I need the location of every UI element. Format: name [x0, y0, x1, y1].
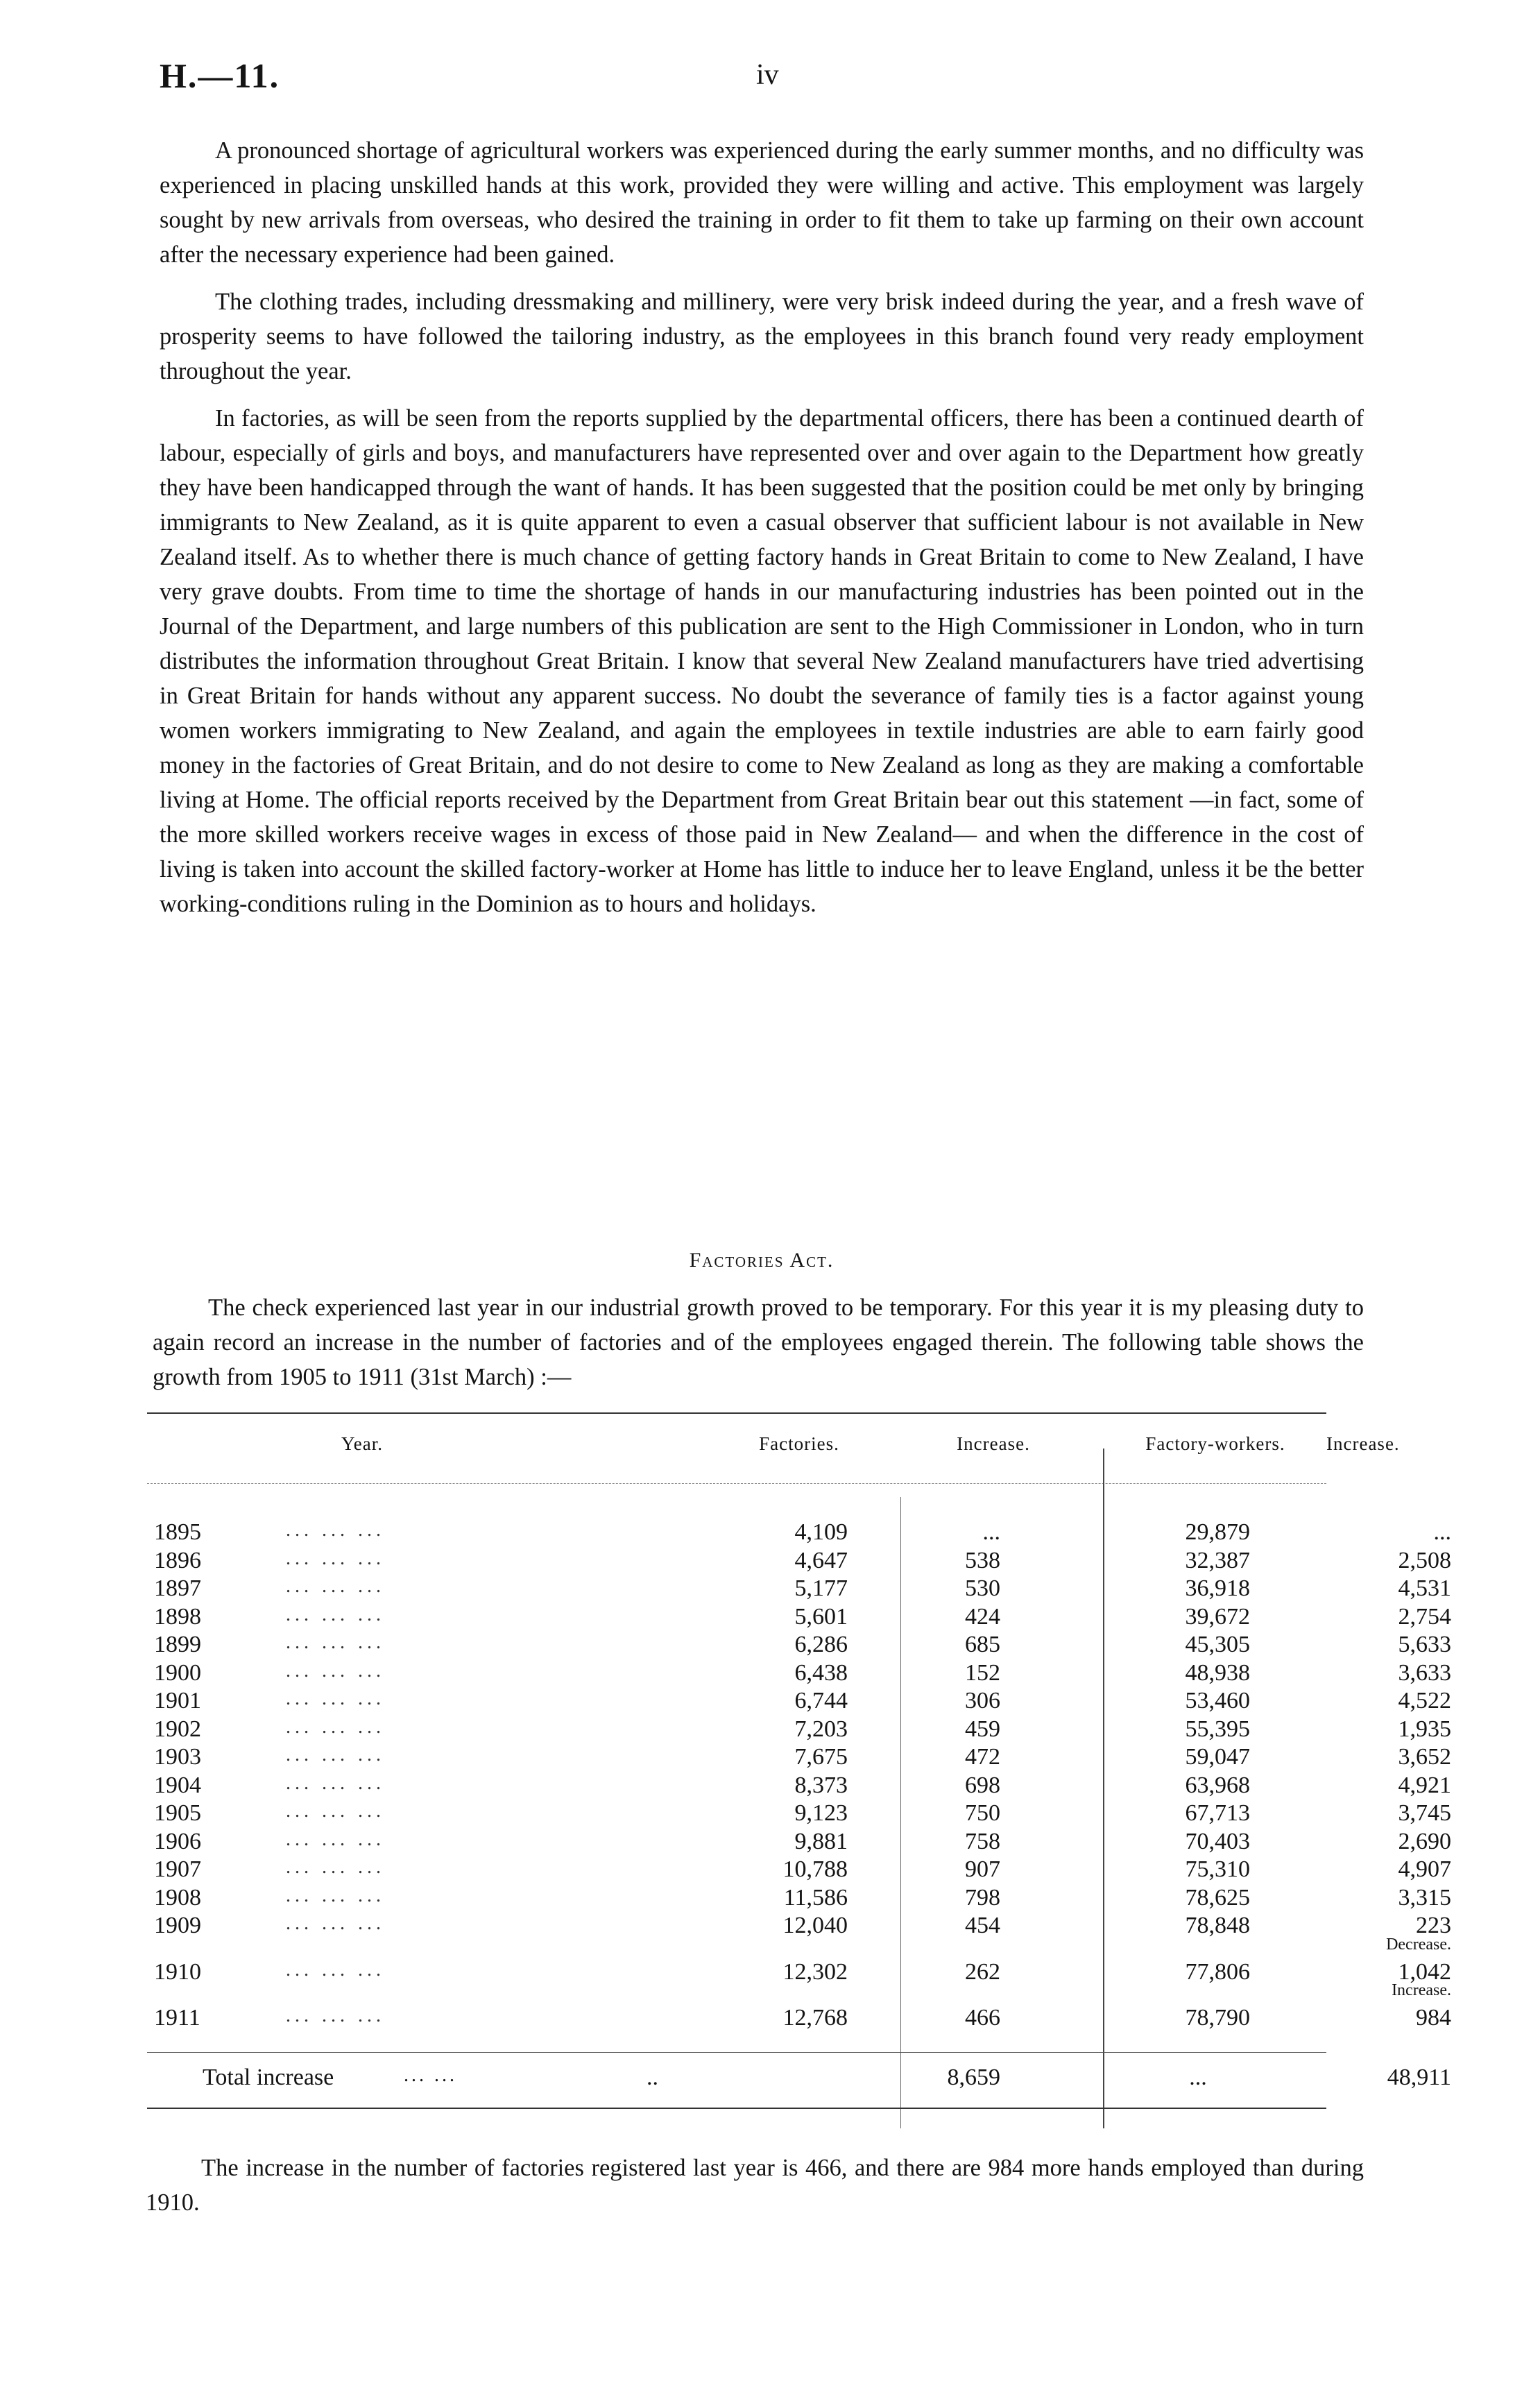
table-row	[147, 1547, 1451, 1575]
row-year: 1903	[154, 1744, 201, 1770]
paragraph-factories: In factories, as will be seen from the reports supplied by the departmental officers, there has been a continued dearth of labour, especially of girls and boys, and manufacturers have represented over and over again to the Department how greatly they have been handicapped through the want of hands. It has been suggested that the position could be met only by bringing immigrants to New Zealand, as it is quite apparent to even a casual observer that sufficient labour is not available in New Zealand itself. As to whether there is much chance of getting factory hands in Great Britain to come to New Zealand, I have very grave doubts. From time to time the shortage of hands in our manufacturing industries has been pointed out in the Journal of the Department, and large numbers of this publication are sent to the High Commissioner in London, who in turn distributes the information throughout Great Britain. I know that several New Zealand manufacturers have tried advertising in Great Britain for hands without any apparent success. No doubt the severance of family ties is a factor against young women workers immigrating to New Zealand, and again the employees in textile industries are able to earn fairly good money in the factories of Great Britain, and do not desire to come to New Zealand as long as they are making a comfortable living at Home. The official reports received by the Department from Great Britain bear out this statement —in fact, some of the more skilled workers receive wages in excess of those paid in New Zealand— and when the difference in the cost of living is taken into account the skilled factory-worker at Home has little to induce her to leave England, unless it be the better working-conditions ruling in the Dominion as to hours and holidays.	[160, 405, 1364, 917]
row-dots: ... ... ...	[286, 1659, 385, 1682]
table-row	[147, 1603, 1451, 1632]
intro-paragraph: The check experienced last year in our industrial growth proved to be temporary. For this year it is my pleasing duty to again record an increase in the number of factories and of the employees engaged therein. The following table shows the growth from 1905 to 1911 (31st March) :—	[153, 1295, 1364, 1390]
row-dots: ... ... ...	[286, 1716, 385, 1738]
row-year: 1911	[154, 2005, 200, 2031]
closing-paragraph: The increase in the number of factories registered last year is 466, and there are 984 more hands employed than during 1910.	[146, 2155, 1364, 2216]
row-increase-factories: 454	[965, 1913, 1000, 1938]
row-increase-workers: 4,531	[1398, 1575, 1451, 1601]
row-increase-workers: 1,935	[1398, 1716, 1451, 1742]
row-factory-workers: 63,968	[1185, 1772, 1250, 1798]
row-year: 1901	[154, 1688, 201, 1714]
body-text	[160, 133, 1364, 934]
page-number: iv	[756, 59, 779, 91]
row-increase-workers: 5,633	[1398, 1632, 1451, 1657]
row-dots: ... ... ...	[286, 1688, 385, 1709]
row-increase-factories: ...	[982, 1519, 1000, 1545]
row-increase-workers: 2,508	[1398, 1547, 1451, 1573]
closing-text	[146, 2151, 1364, 2220]
row-increase-factories: 750	[965, 1800, 1000, 1826]
table-row	[147, 1575, 1451, 1603]
paragraph-agricultural: A pronounced shortage of agricultural workers was experienced during the early summer months, and no difficulty was experienced in placing unskilled hands at this work, provided they were willing and active. This employment was largely sought by new arrivals from overseas, who desired the training in order to fit them to take up farming on their own account after the necessary experience had been gained.	[160, 137, 1364, 268]
row-increase-factories: 685	[965, 1632, 1000, 1657]
total-dots: ... ...	[404, 2065, 457, 2086]
row-factory-workers: 45,305	[1185, 1632, 1250, 1657]
row-dots: ... ... ...	[286, 1603, 385, 1625]
row-increase-workers: 1,042	[1398, 1958, 1451, 1985]
row-factories: 6,286	[794, 1632, 848, 1657]
row-dots: ... ... ...	[286, 1519, 385, 1541]
row-year: 1910	[154, 1958, 201, 1985]
header-increase-factories: Increase.	[957, 1433, 1030, 1454]
row-dots: ... ... ...	[286, 1575, 385, 1597]
row-increase-factories: 152	[965, 1659, 1000, 1686]
row-increase-workers: 4,921	[1398, 1772, 1451, 1798]
total-row	[147, 2065, 1451, 2095]
row-year: 1895	[154, 1519, 201, 1545]
row-dots: ... ... ...	[286, 1632, 385, 1653]
row-increase-factories: 798	[965, 1884, 1000, 1911]
table-row	[147, 1632, 1451, 1659]
header-factories: Factories.	[759, 1433, 839, 1454]
row-dots: ... ... ...	[286, 1800, 385, 1822]
row-factories: 6,438	[794, 1659, 848, 1686]
total-increase-factories: 8,659	[947, 2065, 1000, 2090]
row-increase-factories: 907	[965, 1856, 1000, 1882]
row-factory-workers: 75,310	[1185, 1856, 1250, 1882]
row-increase-workers: 223	[1416, 1913, 1451, 1938]
table-row	[147, 2005, 1451, 2033]
row-increase-workers: 3,745	[1398, 1800, 1451, 1826]
table-top-rule	[147, 1412, 1326, 1414]
row-dots: ... ... ...	[286, 1744, 385, 1766]
row-factories: 12,302	[782, 1958, 848, 1985]
table-row	[147, 1744, 1451, 1772]
table-row	[147, 1856, 1451, 1884]
table-row	[147, 1828, 1451, 1856]
row-factories: 8,373	[794, 1772, 848, 1798]
row-increase-workers: 4,522	[1398, 1688, 1451, 1714]
table-row	[147, 1772, 1451, 1800]
row-dots: ... ... ...	[286, 2005, 385, 2026]
row-factory-workers: 70,403	[1185, 1828, 1250, 1854]
section-title: Factories Act.	[689, 1249, 835, 1272]
table-row	[147, 1884, 1451, 1913]
row-factories: 9,881	[794, 1828, 848, 1854]
row-dots: ... ... ...	[286, 1958, 385, 1981]
row-year: 1899	[154, 1632, 201, 1657]
row-year: 1909	[154, 1913, 201, 1938]
total-factories: ..	[647, 2065, 658, 2090]
row-year: 1907	[154, 1856, 201, 1882]
row-factory-workers: 78,790	[1185, 2005, 1250, 2031]
table-row	[147, 1688, 1451, 1716]
row-factories: 9,123	[794, 1800, 848, 1826]
row-year: 1897	[154, 1575, 201, 1601]
row-year: 1904	[154, 1772, 201, 1798]
page-header	[160, 55, 1478, 104]
header-year: Year.	[341, 1433, 383, 1454]
table-row	[147, 1659, 1451, 1688]
table-bottom-rule	[147, 2108, 1326, 2109]
row-increase-workers: 2,754	[1398, 1603, 1451, 1630]
row-factories: 4,109	[794, 1519, 848, 1545]
row-factory-workers: 55,395	[1185, 1716, 1250, 1742]
row-factory-workers: 48,938	[1185, 1659, 1250, 1686]
row-year: 1900	[154, 1659, 201, 1686]
row-factories: 7,203	[794, 1716, 848, 1742]
row-factory-workers: 32,387	[1185, 1547, 1250, 1573]
row-increase-workers: 2,690	[1398, 1828, 1451, 1854]
factories-table	[147, 1407, 1451, 2121]
row-increase-factories: 758	[965, 1828, 1000, 1854]
total-top-rule	[147, 2052, 1326, 2053]
row-factories: 10,788	[782, 1856, 848, 1882]
row-increase-factories: 538	[965, 1547, 1000, 1573]
increase-label: Increase.	[1392, 1981, 1451, 1999]
row-increase-workers: 4,907	[1398, 1856, 1451, 1882]
row-factory-workers: 29,879	[1185, 1519, 1250, 1545]
row-year: 1906	[154, 1828, 201, 1854]
section-intro	[153, 1290, 1364, 1394]
row-increase-factories: 424	[965, 1603, 1000, 1630]
header-increase-workers: Increase.	[1326, 1433, 1400, 1454]
table-row	[147, 1958, 1451, 1987]
row-increase-workers: 3,315	[1398, 1884, 1451, 1911]
row-year: 1902	[154, 1716, 201, 1742]
row-year: 1896	[154, 1547, 201, 1573]
row-factory-workers: 77,806	[1185, 1958, 1250, 1985]
row-factory-workers: 78,625	[1185, 1884, 1250, 1911]
row-increase-factories: 472	[965, 1744, 1000, 1770]
row-factory-workers: 59,047	[1185, 1744, 1250, 1770]
row-factories: 4,647	[794, 1547, 848, 1573]
row-dots: ... ... ...	[286, 1884, 385, 1906]
table-row	[147, 1913, 1451, 1940]
row-increase-workers: ...	[1433, 1519, 1451, 1545]
row-factories: 6,744	[794, 1688, 848, 1714]
row-factories: 11,586	[783, 1884, 848, 1911]
table-row	[147, 1800, 1451, 1828]
total-factory-workers: ...	[1189, 2065, 1207, 2090]
table-row	[147, 1519, 1451, 1547]
row-year: 1908	[154, 1884, 201, 1911]
row-increase-workers: 3,633	[1398, 1659, 1451, 1686]
row-increase-factories: 262	[965, 1958, 1000, 1985]
row-dots: ... ... ...	[286, 1828, 385, 1850]
row-increase-factories: 698	[965, 1772, 1000, 1798]
row-dots: ... ... ...	[286, 1913, 385, 1934]
row-increase-factories: 466	[965, 2005, 1000, 2031]
row-increase-factories: 530	[965, 1575, 1000, 1601]
row-factories: 12,040	[782, 1913, 848, 1938]
row-factory-workers: 36,918	[1185, 1575, 1250, 1601]
header-factory-workers: Factory-workers.	[1145, 1433, 1285, 1454]
row-increase-workers: 3,652	[1398, 1744, 1451, 1770]
row-factories: 7,675	[794, 1744, 848, 1770]
row-year: 1898	[154, 1603, 201, 1630]
row-factory-workers: 53,460	[1185, 1688, 1250, 1714]
document-id: H.—11.	[160, 56, 280, 95]
row-year: 1905	[154, 1800, 201, 1826]
table-row	[147, 1716, 1451, 1744]
row-factory-workers: 39,672	[1185, 1603, 1250, 1630]
row-increase-factories: 306	[965, 1688, 1000, 1714]
header-rule	[147, 1483, 1326, 1484]
decrease-label: Decrease.	[1386, 1935, 1451, 1954]
paragraph-clothing: The clothing trades, including dressmaking and millinery, were very brisk indeed during the year, and a fresh wave of prosperity seems to have followed the tailoring industry, as the employees in this branch found very ready employment throughout the year.	[160, 289, 1364, 384]
row-factories: 5,177	[794, 1575, 848, 1601]
total-label: Total increase	[203, 2065, 334, 2090]
row-factory-workers: 67,713	[1185, 1800, 1250, 1826]
total-increase-workers: 48,911	[1387, 2065, 1451, 2090]
row-increase-factories: 459	[965, 1716, 1000, 1742]
row-dots: ... ... ...	[286, 1547, 385, 1569]
row-dots: ... ... ...	[286, 1772, 385, 1794]
row-increase-workers: 984	[1416, 2005, 1451, 2031]
row-factories: 5,601	[794, 1603, 848, 1630]
row-factory-workers: 78,848	[1185, 1913, 1250, 1938]
row-factories: 12,768	[782, 2005, 848, 2031]
row-dots: ... ... ...	[286, 1856, 385, 1878]
